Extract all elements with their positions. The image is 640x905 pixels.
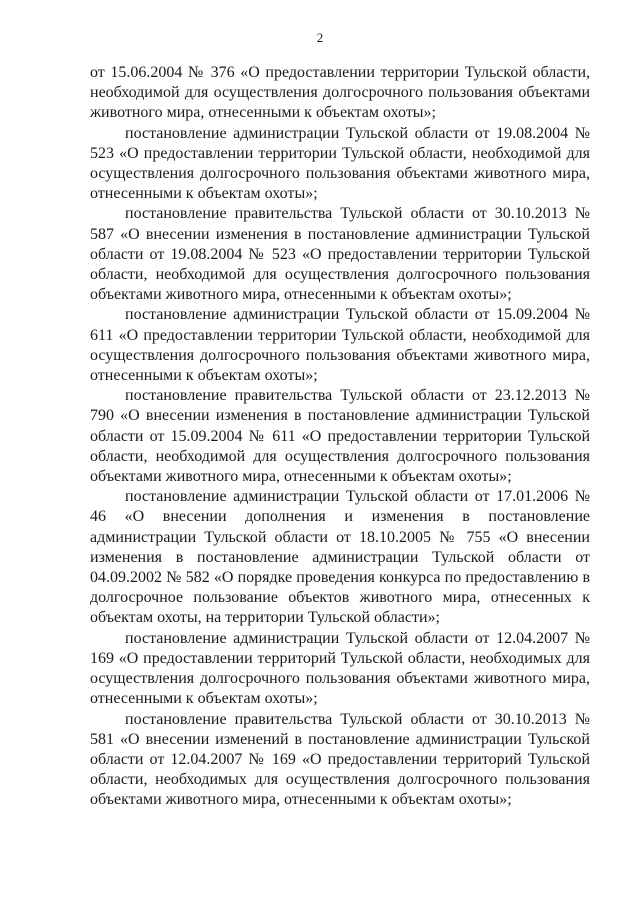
paragraph-2: постановление администрации Тульской области от 19.08.2004 № 523 «О предоставлении территории Тульской области, необходимой для осуществления долгосрочного пользования объектами животного мира, отнесенными к объектам охоты»; xyxy=(90,124,590,203)
paragraph-8: постановление правительства Тульской области от 30.10.2013 № 581 «О внесении изменений в постановление администрации Тульской области от 12.04.2007 № 169 «О предоставлении территорий Тульской области, необходимых для осуществления долгосрочного пользования объектами животного мира, отнесенными к объектам охоты»; xyxy=(90,710,590,809)
paragraph-1: от 15.06.2004 № 376 «О предоставлении территории Тульской области, необходимой для осуществления долгосрочного пользования объектами животного мира, отнесенными к объектам охоты»; xyxy=(90,64,590,122)
paragraph-5: постановление правительства Тульской области от 23.12.2013 № 790 «О внесении изменения в постановление администрации Тульской области от 15.09.2004 № 611 «О предоставлении территории Тульской области, необходимой для осуществления долгосрочного пользования объектами животного мира, отнесенными к объектам охоты»; xyxy=(90,387,590,486)
paragraph-3: постановление правительства Тульской области от 30.10.2013 № 587 «О внесении изменения в постановление администрации Тульской области от 19.08.2004 № 523 «О предоставлении территории Тульской области, необходимой для осуществления долгосрочного пользования объектами животного мира, отнесенными к объектам охоты»; xyxy=(90,205,590,304)
paragraph-4: постановление администрации Тульской области от 15.09.2004 № 611 «О предоставлении территории Тульской области, необходимой для осуществления долгосрочного пользования объектами животного мира, отнесенными к объектам охоты»; xyxy=(90,306,590,385)
page-number: 2 xyxy=(316,30,324,45)
paragraph-6: постановление администрации Тульской области от 17.01.2006 № 46 «О внесении дополнения и изменения в постановление администрации Тульской области от 18.10.2005 № 755 «О внесении изменения в постановление администрации Тульской области от 04.09.2002 № 582 «О порядке проведения конкурса по предоставлению в долгосрочное пользование объектов животного мира, отнесенных к объектам охоты, на территории Тульской области»; xyxy=(90,488,590,627)
paragraph-7: постановление администрации Тульской области от 12.04.2007 № 169 «О предоставлении территорий Тульской области, необходимых для осуществления долгосрочного пользования объектами животного мира, отнесенными к объектам охоты»; xyxy=(90,629,590,708)
document-body xyxy=(90,63,590,811)
